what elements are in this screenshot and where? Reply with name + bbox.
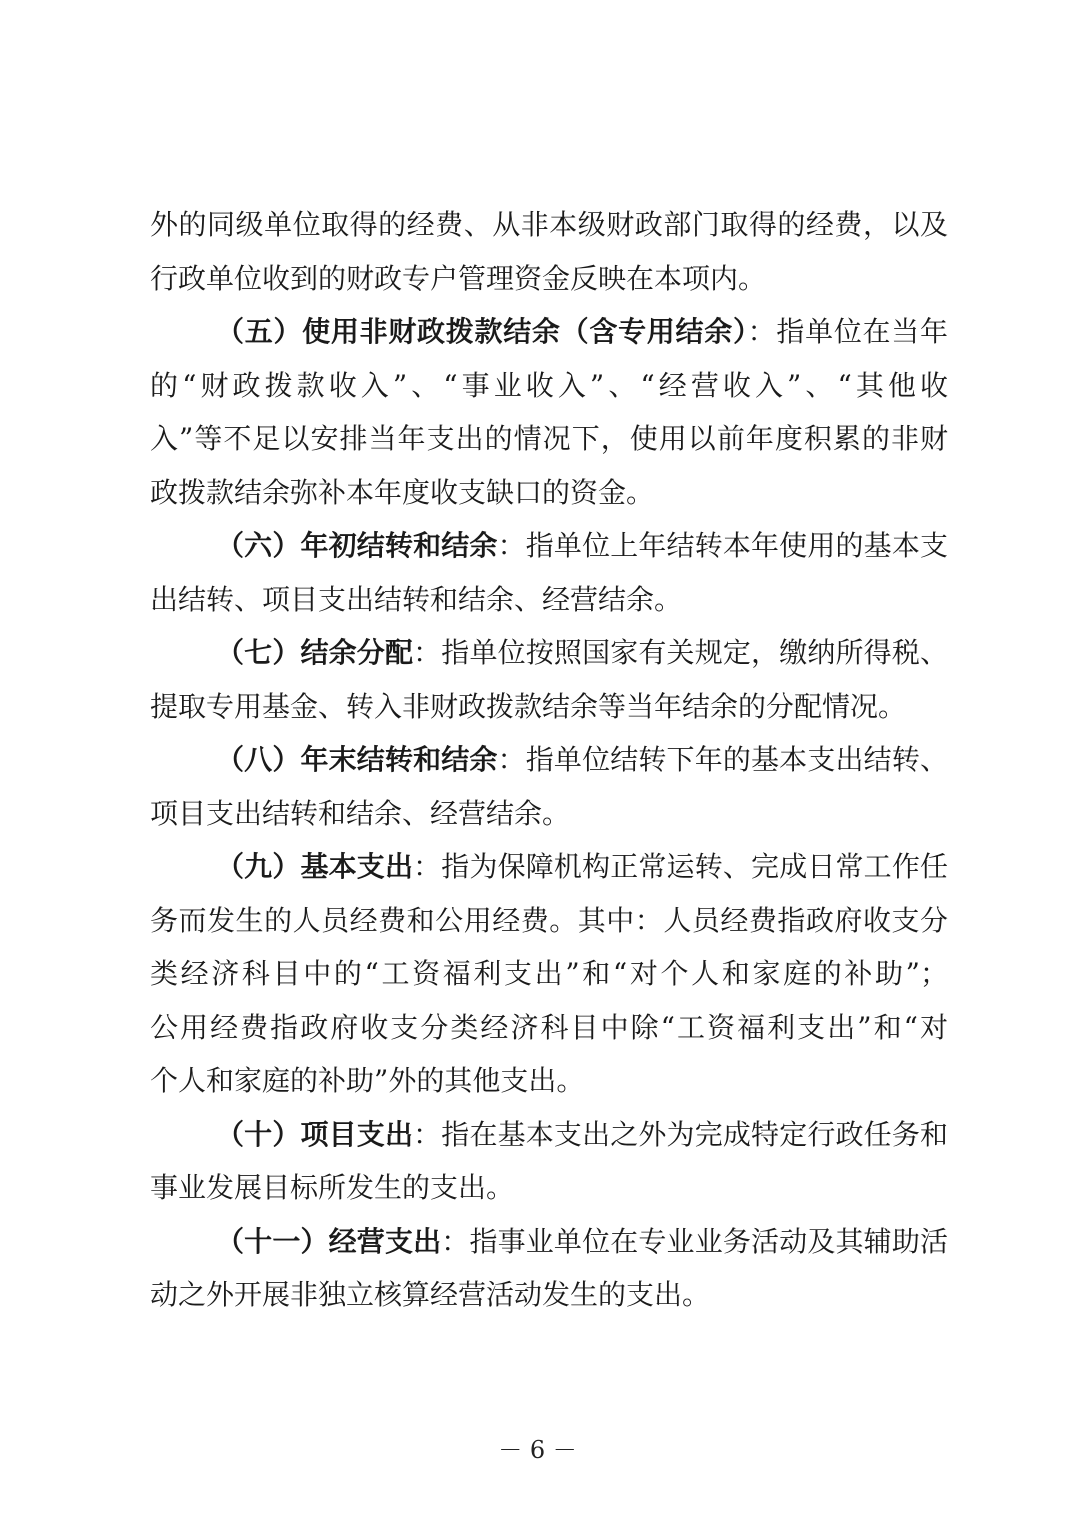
paragraph-text: ：指单位按照国家有关规定，缴纳所得税、 bbox=[413, 636, 948, 669]
section-heading-ten: （十）项目支出 bbox=[216, 1117, 414, 1151]
section-heading-seven: （七）结余分配 bbox=[216, 636, 414, 669]
paragraph-line: 类经济科目中的“工资福利支出”和“对个人和家庭的补助”； bbox=[150, 957, 948, 990]
paragraph-line: 提取专用基金、转入非财政拨款结余等当年结余的分配情况。 bbox=[150, 689, 907, 723]
paragraph-line: 公用经费指政府收支分类经济科目中除“工资福利支出”和“对 bbox=[150, 1010, 948, 1044]
paragraph-line: 入”等不足以安排当年支出的情况下，使用以前年度积累的非财 bbox=[150, 422, 948, 455]
section-heading-six: （六）年初结转和结余 bbox=[216, 529, 498, 562]
paragraph-text: ：指为保障机构正常运转、完成日常工作任 bbox=[413, 850, 948, 883]
section-eight-first-line bbox=[150, 733, 948, 787]
section-nine-first-line bbox=[150, 840, 948, 894]
page-number: － 6 － bbox=[498, 1436, 577, 1464]
section-heading-eight: （八）年末结转和结余 bbox=[216, 743, 498, 776]
document-body bbox=[150, 198, 948, 1322]
paragraph-text: ：指单位上年结转本年使用的基本支 bbox=[497, 529, 948, 562]
paragraph-text: ：指单位在当年 bbox=[747, 315, 948, 348]
paragraph-text: ：指单位结转下年的基本支出结转、 bbox=[497, 743, 948, 776]
paragraph-line: 个人和家庭的补助”外的其他支出。 bbox=[150, 1064, 585, 1097]
section-five-first-line bbox=[150, 305, 948, 359]
section-heading-nine: （九）基本支出 bbox=[216, 850, 414, 883]
section-heading-eleven: （十一）经营支出 bbox=[216, 1224, 442, 1258]
paragraph-line: 项目支出结转和结余、经营结余。 bbox=[150, 796, 571, 830]
section-six-first-line bbox=[150, 519, 948, 573]
paragraph-line: 行政单位收到的财政专户管理资金反映在本项内。 bbox=[150, 261, 767, 295]
paragraph-line: 的“财政拨款收入”、“事业收入”、“经营收入”、“其他收 bbox=[150, 368, 948, 402]
section-seven-first-line bbox=[150, 626, 948, 680]
paragraph-text: ：指事业单位在专业业务活动及其辅助活 bbox=[441, 1224, 948, 1258]
paragraph-line: 政拨款结余弥补本年度收支缺口的资金。 bbox=[150, 475, 655, 509]
paragraph-line: 出结转、项目支出结转和结余、经营结余。 bbox=[150, 582, 683, 616]
section-heading-five: （五）使用非财政拨款结余（含专用结余） bbox=[216, 315, 748, 348]
paragraph-line: 外的同级单位取得的经费、从非本级财政部门取得的经费，以及 bbox=[150, 208, 948, 241]
section-eleven-first-line bbox=[150, 1215, 948, 1269]
paragraph-line: 事业发展目标所发生的支出。 bbox=[150, 1171, 515, 1204]
section-ten-first-line bbox=[150, 1108, 948, 1162]
paragraph-line: 动之外开展非独立核算经营活动发生的支出。 bbox=[150, 1278, 711, 1311]
paragraph-text: ：指在基本支出之外为完成特定行政任务和 bbox=[413, 1117, 948, 1151]
paragraph-line: 务而发生的人员经费和公用经费。其中：人员经费指政府收支分 bbox=[150, 903, 948, 937]
